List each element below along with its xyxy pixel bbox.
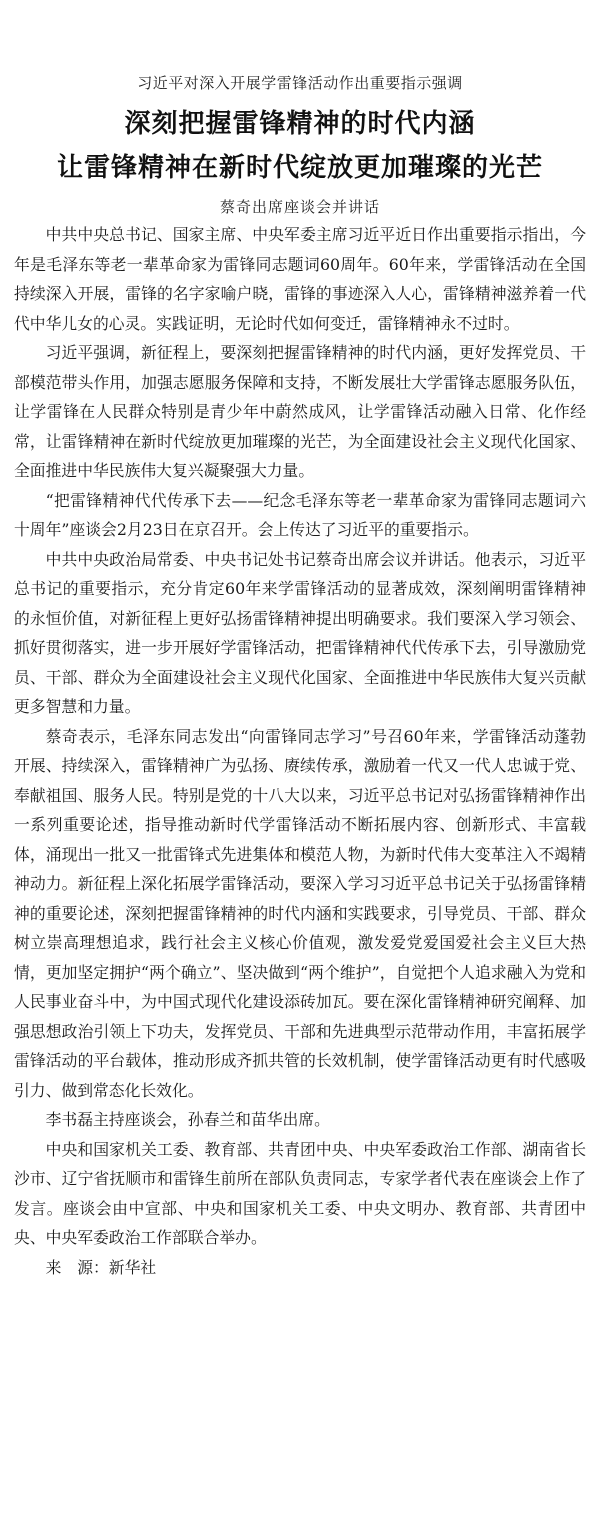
body-paragraph: 李书磊主持座谈会，孙春兰和苗华出席。 (45, 1110, 330, 1129)
headline-line-1: 深刻把握雷锋精神的时代内涵 (124, 109, 476, 139)
body-paragraph: “把雷锋精神代代传承下去——纪念毛泽东等老一辈革命家为雷锋同志题词六十周年”座谈会2月23日在京召开。会上传达了习近平的重要指示。 (14, 490, 586, 539)
body-paragraph: 中共中央总书记、国家主席、中央军委主席习近平近日作出重要指示指出，今年是毛泽东等老一辈革命家为雷锋同志题词60周年。60年来，学雷锋活动在全国持续深入开展，雷锋的名字家喻户晓，雷锋的事迹深入人心，雷锋精神滋养着一代代中华儿女的心灵。实践证明，无论时代如何变迁，雷锋精神永不过时。 (14, 225, 586, 333)
body-paragraph: 中共中央政治局常委、中央书记处书记蔡奇出席会议并讲话。他表示，习近平总书记的重要指示，充分肯定60年来学雷锋活动的显著成效，深刻阐明雷锋精神的永恒价值，对新征程上更好弘扬雷锋精神提出明确要求。我们要深入学习领会、抓好贯彻落实，进一步开展好学雷锋活动，把雷锋精神代代传承下去，引导激励党员、干部、群众为全面建设社会主义现代化国家、全面推进中华民族伟大复兴贡献更多智慧和力量。 (14, 549, 586, 716)
body-paragraph: 习近平强调，新征程上，要深刻把握雷锋精神的时代内涵，更好发挥党员、干部模范带头作用，加强志愿服务保障和支持，不断发展壮大学雷锋志愿服务队伍，让学雷锋在人民群众特别是青少年中蔚然成风，让学雷锋活动融入日常、化作经常，让雷锋精神在新时代绽放更加璀璨的光芒，为全面建设社会主义现代化国家、全面推进中华民族伟大复兴凝聚强大力量。 (14, 343, 586, 480)
article-body (14, 220, 586, 1282)
body-paragraph: 蔡奇表示，毛泽东同志发出“向雷锋同志学习”号召60年来，学雷锋活动蓬勃开展、持续深入，雷锋精神广为弘扬、赓续传承，激励着一代又一代人忠诚于党、奉献祖国、服务人民。特别是党的十八大以来，习近平总书记对弘扬雷锋精神作出一系列重要论述，指导推动新时代学雷锋活动不断拓展内容、创新形式、丰富载体，涌现出一批又一批雷锋式先进集体和模范人物，为新时代伟大变革注入不竭精神动力。新征程上深化拓展学雷锋活动，要深入学习习近平总书记关于弘扬雷锋精神的重要论述，深刻把握雷锋精神的时代内涵和实践要求，引导党员、干部、群众树立崇高理想追求，践行社会主义核心价值观，激发爱党爱国爱社会主义巨大热情，更加坚定拥护“两个确立”、坚决做到“两个维护”，自觉把个人追求融入为党和人民事业奋斗中，为中国式现代化建设添砖加瓦。要在深化雷锋精神研究阐释、加强思想政治引领上下功夫，发挥党员、干部和先进典型示范带动作用，丰富拓展学雷锋活动的平台载体，推动形成齐抓共管的长效机制，使学雷锋活动更有时代感吸引力、做到常态化长效化。 (14, 726, 586, 1100)
subheadline: 蔡奇出席座谈会并讲话 (219, 198, 380, 216)
body-paragraph: 中央和国家机关工委、教育部、共青团中央、中央军委政治工作部、湖南省长沙市、辽宁省抚顺市和雷锋生前所在部队负责同志，专家学者代表在座谈会上作了发言。座谈会由中宣部、中央和国家机关工委、中央文明办、教育部、共青团中央、中央军委政治工作部联合举办。 (14, 1139, 586, 1247)
pre-headline: 习近平对深入开展学雷锋活动作出重要指示强调 (137, 74, 463, 92)
headline-line-2: 让雷锋精神在新时代绽放更加璀璨的光芒 (56, 153, 543, 183)
article-source: 来 源：新华社 (45, 1257, 157, 1277)
